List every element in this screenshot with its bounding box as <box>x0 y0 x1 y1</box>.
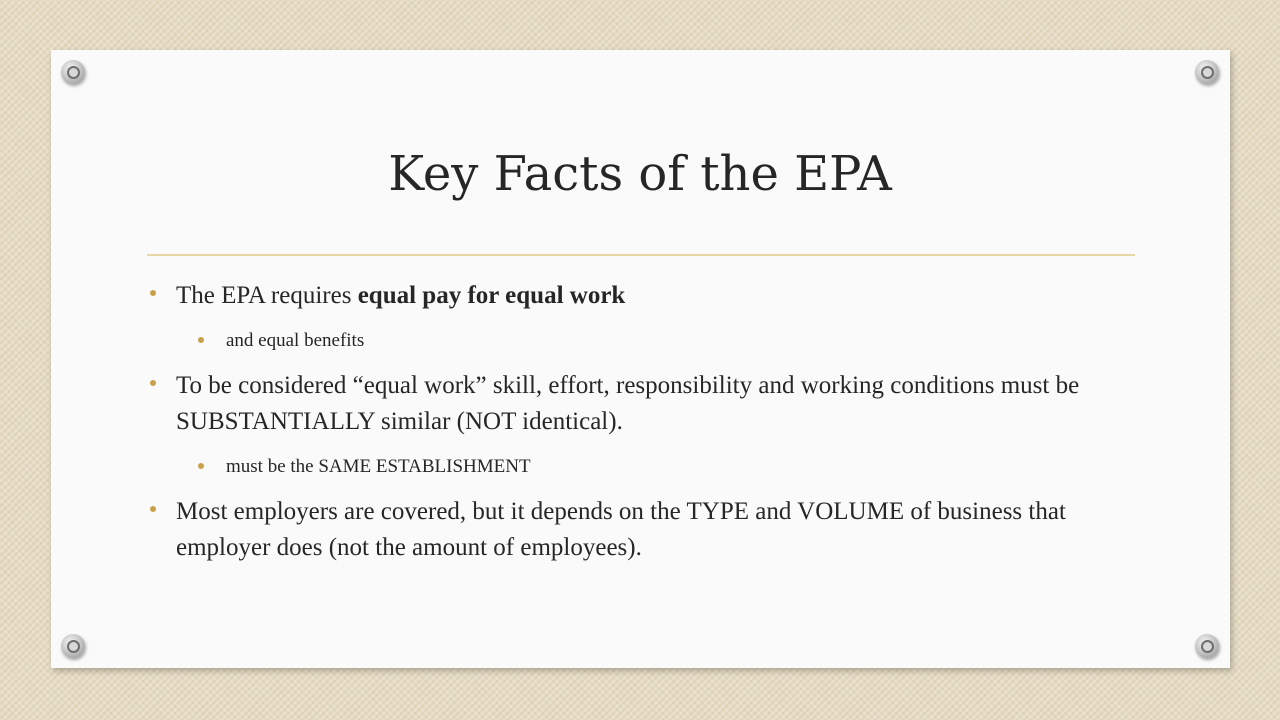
bullet-dot-icon <box>198 463 204 469</box>
sub-bullet-item-establishment <box>148 454 1138 480</box>
bullet-dot-icon <box>198 337 204 343</box>
sub-bullet-item-benefits <box>148 328 1138 354</box>
pin-icon-top-left <box>61 60 85 84</box>
bullet-text: To be considered “equal work” skill, effort, responsibility and working conditions must be SUBSTANTIALLY similar (NOT identical). <box>176 372 1080 435</box>
slide-body <box>148 278 1138 580</box>
bullet-item-equal-work <box>148 368 1138 440</box>
bullet-text: The EPA requires <box>176 282 358 309</box>
pin-icon-top-right <box>1195 60 1219 84</box>
bullet-text: Most employers are covered, but it depends on the TYPE and VOLUME of business that employer does (not the amount of employees). <box>176 498 1066 561</box>
bullet-emphasis: equal pay for equal work <box>357 282 626 309</box>
sub-bullet-text: and equal benefits <box>226 330 365 351</box>
slide-title: Key Facts of the EPA <box>388 146 892 202</box>
title-divider <box>147 254 1135 256</box>
bullet-item-coverage <box>148 494 1138 566</box>
bullet-dot-icon <box>150 380 156 386</box>
bullet-dot-icon <box>150 290 156 296</box>
bullet-item-equal-pay <box>148 278 1138 314</box>
bullet-list <box>148 278 1138 566</box>
pin-icon-bottom-right <box>1195 634 1219 658</box>
bullet-dot-icon <box>150 506 156 512</box>
sub-bullet-text: must be the SAME ESTABLISHMENT <box>226 456 531 477</box>
pin-icon-bottom-left <box>61 634 85 658</box>
